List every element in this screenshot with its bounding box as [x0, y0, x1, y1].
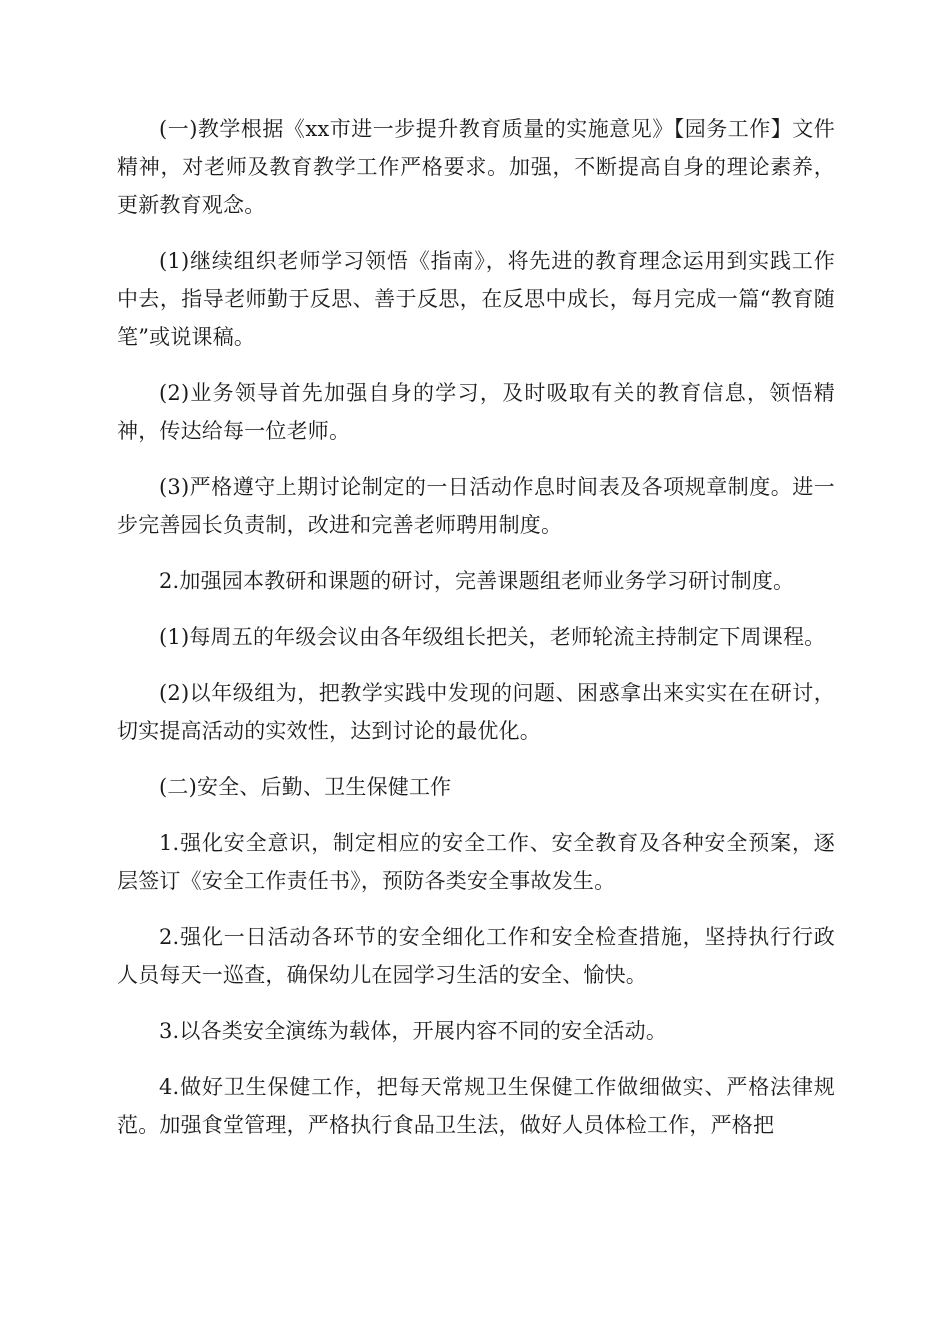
paragraph-research-item-2: (2)以年级组为，把教学实践中发现的问题、困惑拿出来实实在在研讨，切实提高活动的实效性，达到讨论的最优化。 [117, 681, 835, 743]
paragraph-research-item-1: (1)每周五的年级会议由各年级组长把关，老师轮流主持制定下周课程。 [159, 625, 826, 649]
paragraph-teaching-heading: (一)教学根据《xx市进一步提升教育质量的实施意见》【园务工作】文件精神，对老师及教育教学工作严格要求。加强，不断提高自身的理论素养，更新教育观念。 [117, 117, 835, 217]
document-page [117, 110, 835, 1162]
paragraph-item-2: (2)业务领导首先加强自身的学习，及时吸取有关的教育信息，领悟精神，传达给每一位老师。 [117, 381, 835, 443]
paragraph-safety-3: 3.以各类安全演练为载体，开展内容不同的安全活动。 [159, 1019, 668, 1043]
paragraph-safety-4: 4.做好卫生保健工作，把每天常规卫生保健工作做细做实、严格法律规范。加强食堂管理，严格执行食品卫生法，做好人员体检工作，严格把 [117, 1075, 835, 1137]
paragraph-safety-1: 1.强化安全意识，制定相应的安全工作、安全教育及各种安全预案，逐层签订《安全工作责任书》，预防各类安全事故发生。 [117, 831, 835, 893]
paragraph-safety-heading: (二)安全、后勤、卫生保健工作 [159, 775, 452, 799]
paragraph-safety-2: 2.强化一日活动各环节的安全细化工作和安全检查措施，坚持执行行政人员每天一巡查，确保幼儿在园学习生活的安全、愉快。 [117, 925, 835, 987]
paragraph-item-1: (1)继续组织老师学习领悟《指南》，将先进的教育理念运用到实践工作中去，指导老师勤于反思、善于反思，在反思中成长，每月完成一篇“教育随笔”或说课稿。 [117, 249, 835, 349]
paragraph-item-3: (3)严格遵守上期讨论制定的一日活动作息时间表及各项规章制度。进一步完善园长负责制，改进和完善老师聘用制度。 [117, 475, 835, 537]
paragraph-research: 2.加强园本教研和课题的研讨，完善课题组老师业务学习研讨制度。 [159, 569, 795, 593]
